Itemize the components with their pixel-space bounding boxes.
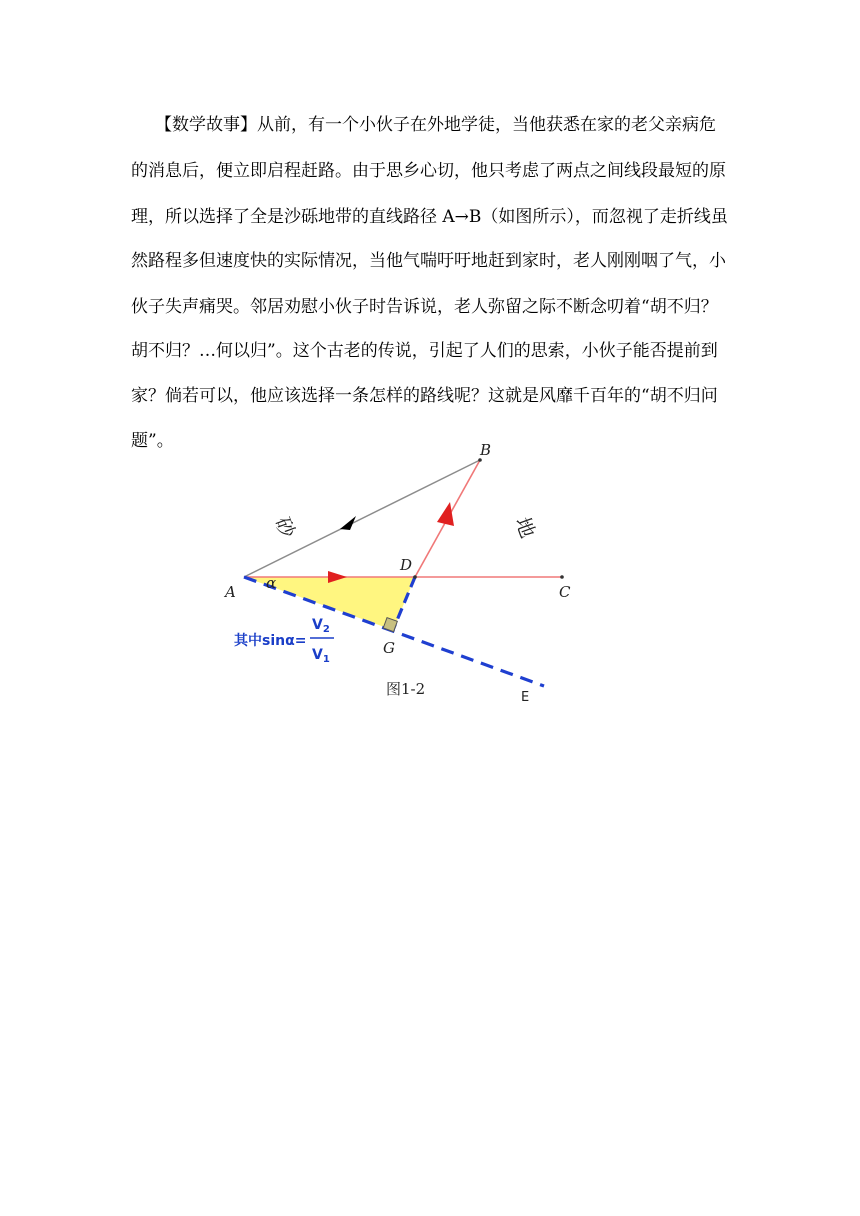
label-g: G	[383, 639, 395, 657]
formula-prefix: 其中sinα=	[234, 633, 307, 649]
figure-svg	[210, 430, 590, 720]
formula-denominator: $V_1$	[312, 647, 330, 665]
formula-numerator: $V_2$	[312, 617, 330, 635]
story-line-5: 伙子失声痛哭。邻居劝慰小伙子时告诉说，老人弥留之际不断念叨着“胡不归？	[131, 297, 718, 317]
story-line-8: 题”。	[131, 431, 174, 451]
point-d-dot	[413, 575, 417, 579]
ground-label-sand: 砂	[270, 513, 301, 541]
story-line-1: 【数学故事】从前，有一个小伙子在外地学徒，当他获悉在家的老父亲病危	[155, 115, 716, 135]
story-line-4: 然路程多但速度快的实际情况，当他气喘吁吁地赶到家时，老人刚刚咽了气，小	[131, 251, 726, 271]
label-b: B	[480, 441, 492, 459]
label-d: D	[400, 556, 413, 574]
story-line-2: 的消息后，便立即启程赶路。由于思乡心切，他只考虑了两点之间线段最短的原	[131, 161, 726, 181]
geometry-figure	[210, 430, 590, 720]
figure-caption: 图1-2	[386, 680, 426, 698]
story-line-7: 家？倘若可以，他应该选择一条怎样的路线呢？这就是风靡千百年的“胡不归问	[131, 386, 718, 406]
story-line-3: 理，所以选择了全是沙砾地带的直线路径 A→B（如图所示），而忽视了走折线虽	[131, 207, 728, 227]
label-e: E	[521, 690, 530, 705]
label-a: A	[225, 583, 236, 601]
formula-fraction	[310, 617, 334, 665]
story-line-6: 胡不归？…何以归”。这个古老的传说，引起了人们的思索，小伙子能否提前到	[131, 341, 718, 361]
ground-label-land: 地	[510, 513, 541, 541]
point-c-dot	[560, 575, 564, 579]
label-c: C	[559, 583, 571, 601]
arrow-db	[437, 502, 454, 526]
label-alpha: α	[266, 574, 277, 592]
